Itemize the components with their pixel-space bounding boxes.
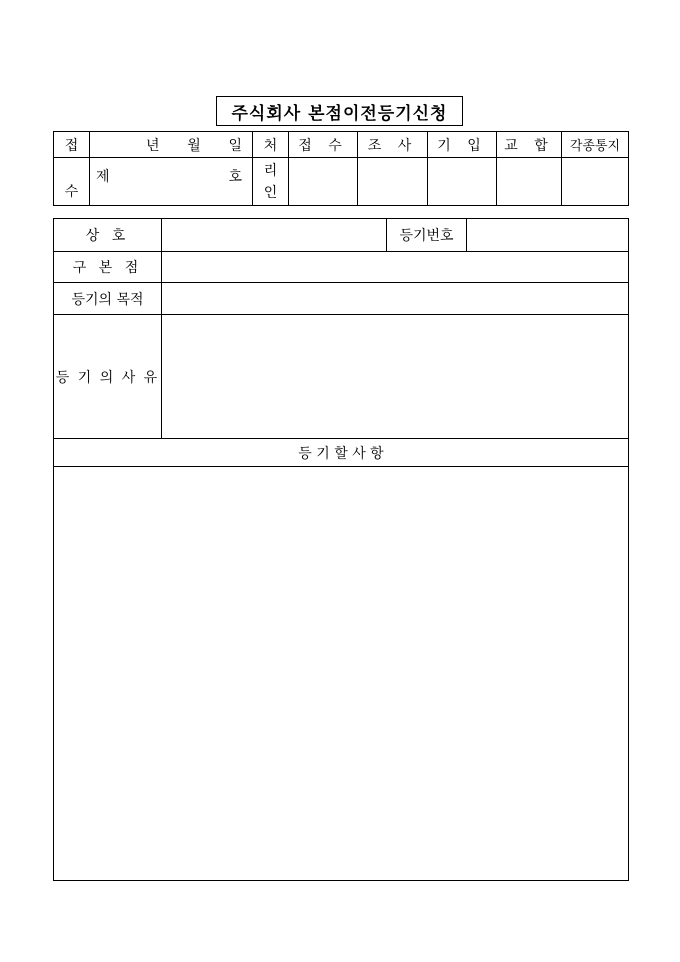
no-prefix: 제 bbox=[96, 168, 110, 185]
purpose-field[interactable] bbox=[162, 283, 629, 315]
col-review: 조 사 bbox=[358, 132, 428, 158]
receipt-date-cell bbox=[90, 132, 253, 158]
receipt-label-top: 접 bbox=[54, 132, 90, 158]
registration-no-label: 등기번호 bbox=[387, 219, 467, 252]
processor-label-3: 인 bbox=[263, 184, 278, 201]
company-name-label: 상 호 bbox=[54, 219, 162, 252]
purpose-label: 등기의 목적 bbox=[54, 283, 162, 315]
processor-label-2: 리 bbox=[263, 162, 278, 179]
col-receipt: 접 수 bbox=[289, 132, 358, 158]
application-form bbox=[53, 218, 629, 881]
month-label: 월 bbox=[187, 137, 201, 154]
cause-field[interactable] bbox=[162, 315, 629, 439]
matters-header: 등 기 할 사 항 bbox=[54, 439, 629, 467]
cause-label: 등 기 의 사 유 bbox=[54, 315, 162, 439]
registration-no-field[interactable] bbox=[467, 219, 629, 252]
sign-receipt[interactable] bbox=[289, 158, 358, 206]
col-entry: 기 입 bbox=[428, 132, 497, 158]
sign-review[interactable] bbox=[358, 158, 428, 206]
sign-notices[interactable] bbox=[562, 158, 629, 206]
year-label: 년 bbox=[146, 137, 160, 154]
day-label: 일 bbox=[228, 137, 242, 154]
document-title: 주식회사 본점이전등기신청 bbox=[216, 96, 463, 126]
col-collation: 교 합 bbox=[497, 132, 562, 158]
receipt-table bbox=[53, 131, 629, 206]
company-name-field[interactable] bbox=[162, 219, 387, 252]
col-notices: 각종통지 bbox=[562, 132, 629, 158]
sign-entry[interactable] bbox=[428, 158, 497, 206]
former-office-label: 구 본 점 bbox=[54, 252, 162, 283]
receipt-no-cell bbox=[90, 158, 253, 206]
sign-collation[interactable] bbox=[497, 158, 562, 206]
no-suffix: 호 bbox=[228, 168, 242, 185]
processor-label-1: 처 bbox=[253, 132, 289, 158]
receipt-label-bottom: 수 bbox=[54, 158, 90, 206]
matters-field[interactable] bbox=[54, 467, 629, 881]
former-office-field[interactable] bbox=[162, 252, 629, 283]
processor-cell bbox=[253, 158, 289, 206]
